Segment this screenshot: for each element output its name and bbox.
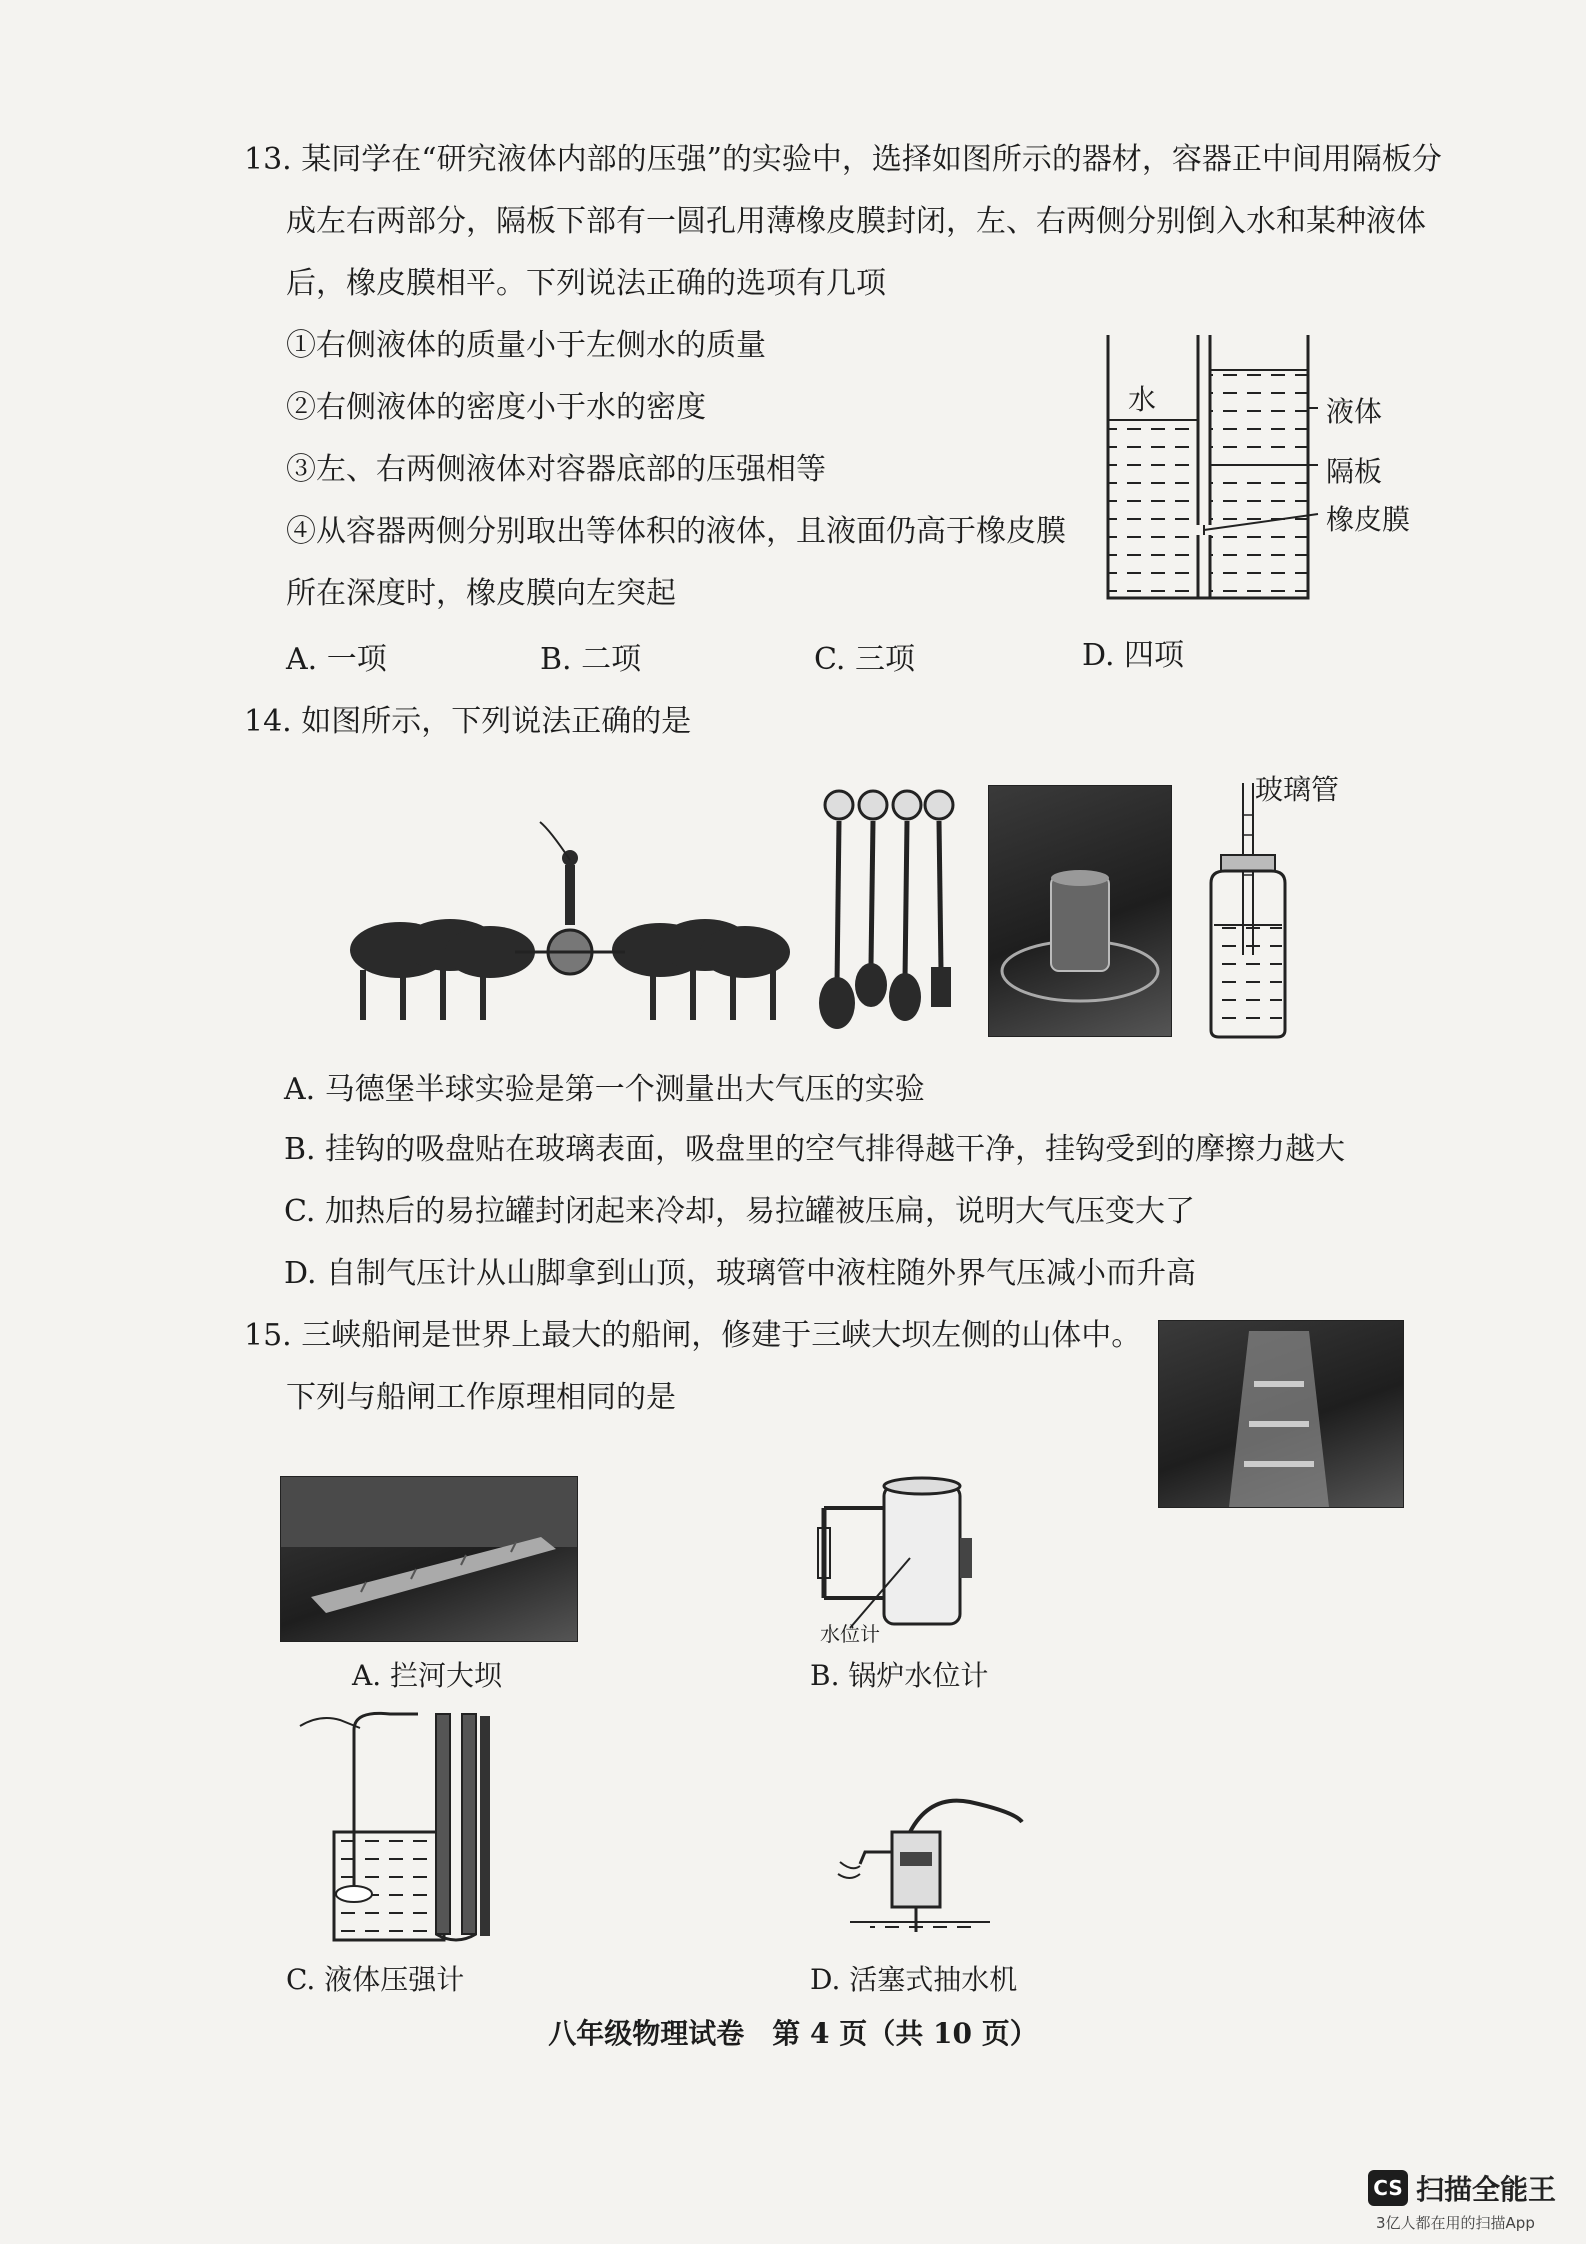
boiler-water-gauge-image [810,1468,980,1638]
q13-label-water: 水 [1128,383,1157,416]
dam-photo-shape [281,1477,577,1641]
q13-statement-2: ②右侧液体的密度小于水的密度 [286,390,706,425]
q13-label-membrane: 橡皮膜 [1326,503,1411,536]
q14-option-c: C. 加热后的易拉罐封闭起来冷却，易拉罐被压扁，说明大气压变大了 [284,1194,1195,1229]
q13-stem-line2: 成左右两部分，隔板下部有一圆孔用薄橡皮膜封闭，左、右两侧分别倒入水和某种液体 [286,204,1426,239]
homemade-barometer-image [1195,775,1315,1045]
q13-label-divider: 隔板 [1326,455,1383,488]
scanner-tagline: 3亿人都在用的扫描App [1376,2214,1535,2232]
page-footer: 八年级物理试卷 第 4 页（共 10 页） [548,2017,1038,2050]
q13-statement-1: ①右侧液体的质量小于左侧水的质量 [286,328,766,363]
q15-option-a: A. 拦河大坝 [352,1659,503,1692]
q13-option-a: A. 一项 [286,642,387,677]
scanner-watermark [1368,2168,1556,2208]
q14-stem: 14. 如图所示，下列说法正确的是 [244,704,692,739]
liquid-pressure-gauge-image [290,1706,510,1946]
suction-hooks-image [815,785,955,1040]
magdeburg-hemispheres-image [340,820,800,1030]
camscanner-logo-icon: CS [1368,2170,1408,2206]
q15-option-d: D. 活塞式抽水机 [810,1963,1018,1996]
can-photo-shape [989,786,1171,1036]
q14-option-d: D. 自制气压计从山脚拿到山顶，玻璃管中液柱随外界气压减小而升高 [284,1256,1197,1291]
q13-option-b: B. 二项 [540,642,642,677]
q13-label-liquid: 液体 [1326,395,1383,428]
piston-water-pump-image [810,1792,1030,1942]
q15-option-c: C. 液体压强计 [286,1963,465,1996]
q15-stem-line1: 15. 三峡船闸是世界上最大的船闸，修建于三峡大坝左侧的山体中。 [244,1318,1142,1353]
q13-stem-line3: 后，橡皮膜相平。下列说法正确的选项有几项 [286,266,886,301]
river-dam-image [280,1476,578,1642]
q13-stem-line1: 13. 某同学在“研究液体内部的压强”的实验中，选择如图所示的器材，容器正中间用隔板分 [244,142,1442,177]
q15-label-water-gauge: 水位计 [820,1622,880,1646]
ship-lock-photo-shape [1159,1321,1403,1507]
q13-option-d: D. 四项 [1082,638,1185,673]
scanner-app-name: 扫描全能王 [1416,2173,1557,2206]
q14-label-glass-tube: 玻璃管 [1255,773,1340,806]
q15-stem-line2: 下列与船闸工作原理相同的是 [286,1380,676,1415]
q13-statement-3: ③左、右两侧液体对容器底部的压强相等 [286,452,826,487]
q13-option-c: C. 三项 [814,642,915,677]
q14-option-a: A. 马德堡半球实验是第一个测量出大气压的实验 [284,1072,925,1107]
three-gorges-ship-lock-image [1158,1320,1404,1508]
heated-can-image [988,785,1172,1037]
q13-statement-4b: 所在深度时，橡皮膜向左突起 [286,576,676,611]
q13-container-diagram [1100,330,1440,605]
q15-option-b: B. 锅炉水位计 [810,1659,989,1692]
q13-statement-4a: ④从容器两侧分别取出等体积的液体，且液面仍高于橡皮膜 [286,514,1066,549]
q14-option-b: B. 挂钩的吸盘贴在玻璃表面，吸盘里的空气排得越干净，挂钩受到的摩擦力越大 [284,1132,1346,1167]
